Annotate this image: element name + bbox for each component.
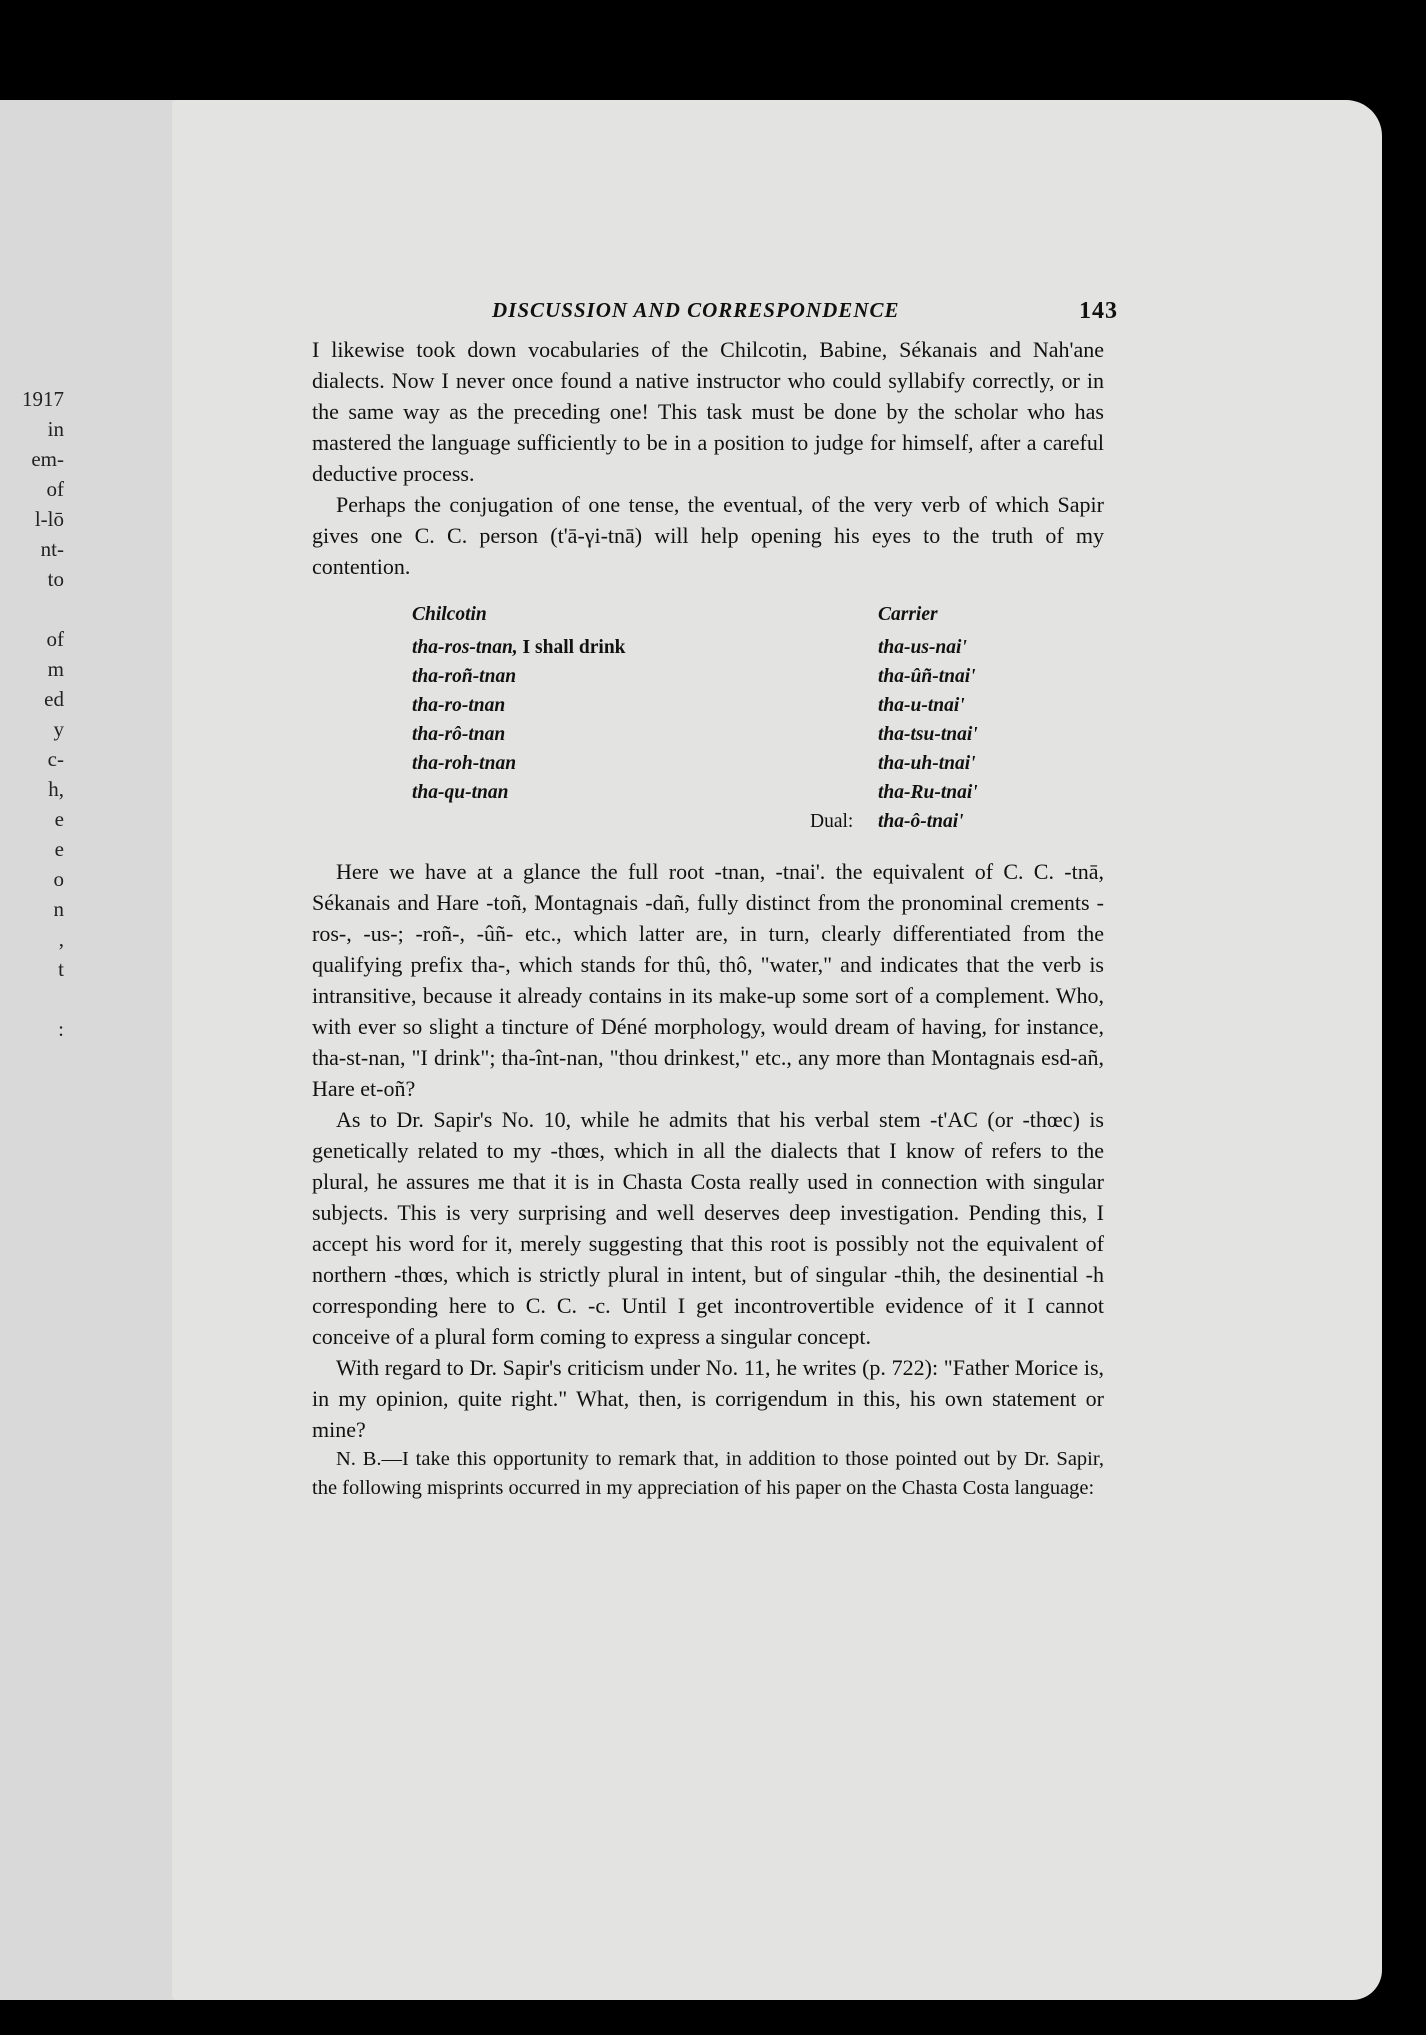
paragraph-root-analysis: Here we have at a glance the full root -tnan, -tnai'. the equivalent of C. C. -tnā, Sékanais and Hare -toñ, Montagnais -dañ, fully distinct from the pronominal crements -ros-, -us-; -roñ-, -ûñ- etc., which latter are, in turn, clearly differentiated from the qualifying prefix tha-, which stands for thû, thô, "water," and indicates that the verb is intransitive, because it already contains in its make-up some sort of a complement. Who, with ever so slight a tincture of Déné morphology, would dream of having, for instance, tha-st-nan, "I drink"; tha-înt-nan, "thou drinkest," etc., any more than Montagnais esd-añ, Hare et-oñ? <box>312 859 1104 1101</box>
fragment-line: l-lō <box>34 507 64 531</box>
paragraph-vocabularies: I likewise took down vocabularies of the Chilcotin, Babine, Sékanais and Nah'ane dialects. Now I never once found a native instructor who could syllabify correctly, or in the same way as the preceding one! This task must be done by the scholar who has mastered the language sufficiently to be in a position to judge for himself, after a careful deductive process. <box>312 337 1104 486</box>
fragment-line: e <box>54 837 64 861</box>
fragment-line: m <box>47 657 64 681</box>
carrier-dual-row <box>810 807 998 836</box>
fragment-line: of <box>46 627 64 651</box>
fragment-line: , <box>58 927 64 951</box>
paragraph-sapir-no-10: As to Dr. Sapir's No. 10, while he admits that his verbal stem -t'AC (or -thœc) is genetically related to my -thœs, which in all the dialects that I know of refers to the plural, he assures me that it is in Chasta Costa really used in connection with singular subjects. This is very surprising and well deserves deep investigation. Pending this, I accept his word for it, merely suggesting that this root is possibly not the equivalent of northern -thœs, which is strictly plural in intent, but of singular -thih, the desinential -h corresponding here to C. C. -c. Until I get incontrovertible evidence of it I cannot conceive of a plural form coming to express a singular concept. <box>312 1107 1104 1349</box>
fragment-line <box>4 984 64 1014</box>
fragment-line: 1917 <box>22 387 64 411</box>
chilcotin-form-row <box>412 778 712 807</box>
chilcotin-column <box>412 600 712 807</box>
fragment-line: h, <box>48 777 64 801</box>
form: tha-qu-tnan <box>412 782 509 803</box>
carrier-form-row: tha-u-tnai' <box>878 695 965 716</box>
fragment-line: y <box>53 717 64 741</box>
facing-page <box>0 100 191 2000</box>
dual-label: Dual: <box>810 811 854 832</box>
dual-form: tha-ô-tnai' <box>878 811 964 832</box>
chilcotin-form-row <box>412 720 712 749</box>
fragment-line: of <box>46 477 64 501</box>
paragraph-conjugation-intro: Perhaps the conjugation of one tense, the eventual, of the very verb of which Sapir gives one C. C. person (t'ā-γi-tnā) will help opening his eyes to the truth of my contention. <box>312 492 1104 579</box>
carrier-form-row: tha-uh-tnai' <box>878 753 976 774</box>
carrier-form-row: tha-ûñ-tnai' <box>878 666 976 687</box>
fragment-line: em- <box>31 447 64 471</box>
form: tha-ros-tnan, <box>412 637 518 658</box>
form: tha-rô-tnan <box>412 724 506 745</box>
gloss: I shall drink <box>517 637 626 658</box>
carrier-header: Carrier <box>878 604 938 625</box>
chilcotin-form-row <box>412 662 712 691</box>
chilcotin-header: Chilcotin <box>412 604 487 625</box>
chilcotin-form-row <box>412 691 712 720</box>
fragment-line: n <box>53 897 64 921</box>
page-number: 143 <box>1079 298 1118 324</box>
running-title: DISCUSSION AND CORRESPONDENCE <box>492 298 900 322</box>
paragraph-nota-bene: N. B.—I take this opportunity to remark that, in addition to those pointed out by Dr. Sapir, the following misprints occurred in my appreciation of his paper on the Chasta Costa language: <box>312 1448 1104 1499</box>
form: tha-ro-tnan <box>412 695 506 716</box>
chilcotin-form-row <box>412 633 712 662</box>
fragment-line: e <box>54 807 64 831</box>
carrier-form-row: tha-us-nai' <box>878 637 967 658</box>
fragment-line: o <box>53 867 64 891</box>
page-content <box>312 292 1118 1503</box>
facing-page-text-fragments <box>4 384 64 1044</box>
form: tha-roñ-tnan <box>412 666 517 687</box>
chilcotin-form-row <box>412 749 712 778</box>
fragment-line: : <box>58 1017 64 1041</box>
fragment-line: c- <box>47 747 64 771</box>
running-header <box>312 292 1118 334</box>
fragment-line: t <box>58 957 64 981</box>
carrier-form-row: tha-Ru-tnai' <box>878 782 978 803</box>
form: tha-roh-tnan <box>412 753 517 774</box>
conjugation-table <box>312 600 1104 840</box>
fragment-line: in <box>47 417 64 441</box>
fragment-line: to <box>47 567 64 591</box>
paragraph-sapir-no-11: With regard to Dr. Sapir's criticism under No. 11, he writes (p. 722): "Father Morice is, in my opinion, quite right." What, then, is corrigendum in this, his own statement or mine? <box>312 1355 1104 1442</box>
fragment-line: nt- <box>40 537 64 561</box>
fragment-line: ed <box>44 687 64 711</box>
fragment-line <box>4 594 64 624</box>
carrier-column <box>778 600 998 836</box>
book-page <box>172 100 1382 2000</box>
carrier-form-row: tha-tsu-tnai' <box>878 724 978 745</box>
